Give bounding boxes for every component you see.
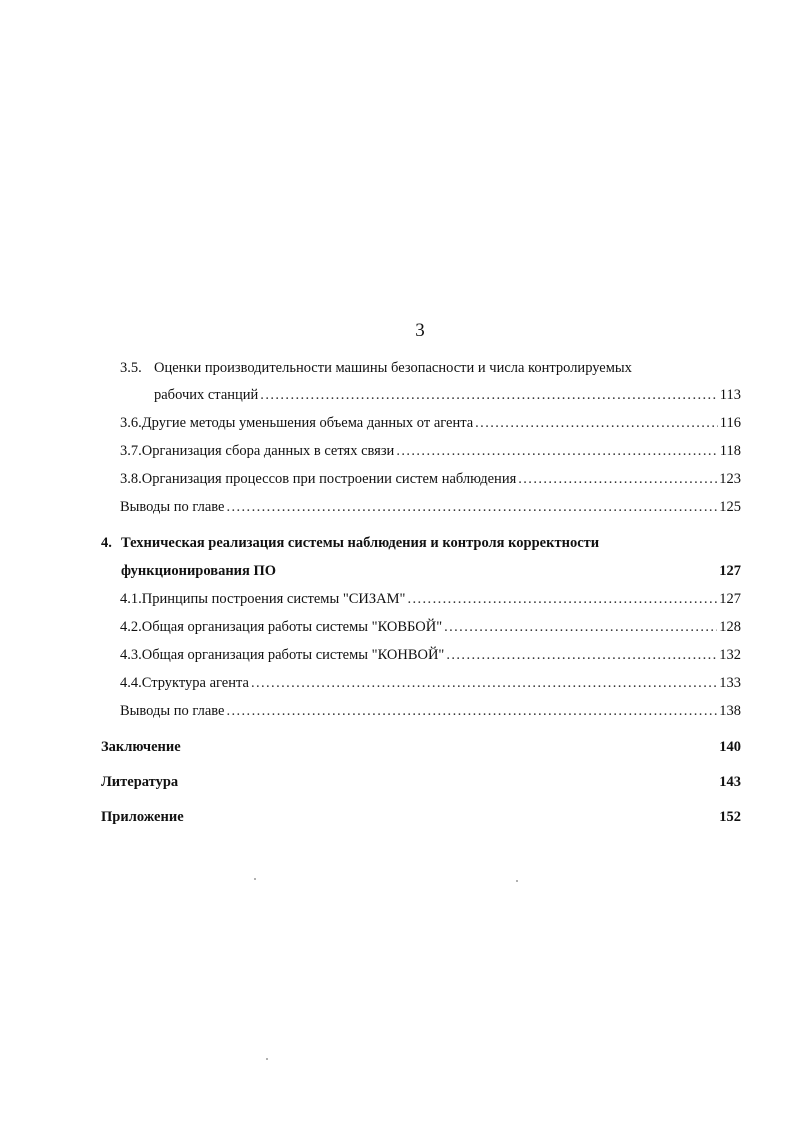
toc-entry-number: 3.5. — [120, 360, 142, 376]
toc-entry-title: Организация сбора данных в сетях связи — [141, 443, 395, 459]
toc-entry-page: 116 — [719, 415, 741, 431]
toc-entry-number: 4.2. — [120, 619, 142, 635]
toc-entry-number: 3.8. — [120, 471, 142, 487]
scan-speck — [266, 1058, 268, 1060]
chapter-title: Техническая реализация системы наблюдения и контроля корректности — [121, 535, 600, 551]
toc-entry-title: Выводы по главе — [120, 499, 225, 515]
toc-entry-title: Общая организация работы системы "КОВБОЙ" — [141, 619, 443, 635]
toc-entry-number: 3.6. — [120, 415, 142, 431]
scan-speck — [516, 880, 518, 882]
toc-entry-3-8[interactable] — [120, 469, 741, 489]
toc-entry-conclusion[interactable]: Заключение — [101, 739, 181, 755]
leader-dots — [444, 617, 717, 637]
toc-entry-title: Оценки производительности машины безопасности и числа контролируемых — [154, 360, 632, 376]
toc-entry-number: 3.7. — [120, 443, 142, 459]
toc-entry-title: рабочих станций — [154, 387, 259, 403]
toc-entry-conclusion-page: 140 — [719, 739, 741, 755]
chapter-4-heading-line2[interactable] — [121, 561, 276, 581]
toc-entry-4-3[interactable] — [120, 645, 741, 665]
toc-entry-title: Другие методы уменьшения объема данных от агента — [141, 415, 474, 431]
leader-dots — [226, 701, 717, 721]
chapter-4-heading-line1[interactable] — [101, 533, 599, 553]
leader-dots — [518, 469, 717, 489]
toc-entry-chapter4-conclusion[interactable] — [120, 701, 741, 721]
toc-entry-title: Общая организация работы системы "КОНВОЙ" — [141, 647, 445, 663]
toc-entry-number: 4.1. — [120, 591, 142, 607]
leader-dots — [251, 673, 717, 693]
toc-entry-page: 123 — [719, 471, 741, 487]
toc-entry-page: 128 — [719, 619, 741, 635]
leader-dots — [396, 441, 717, 461]
toc-entry-4-1[interactable] — [120, 589, 741, 609]
toc-entry-title: Структура агента — [141, 675, 249, 691]
leader-dots — [407, 589, 717, 609]
leader-dots — [226, 497, 717, 517]
toc-entry-4-4[interactable] — [120, 673, 741, 693]
toc-entry-page: 138 — [719, 703, 741, 719]
toc-entry-literature-page: 143 — [719, 774, 741, 790]
leader-dots — [446, 645, 717, 665]
toc-entry-4-2[interactable] — [120, 617, 741, 637]
toc-entry-3-5-line1[interactable] — [120, 358, 632, 378]
scan-speck — [254, 878, 256, 880]
toc-entry-page: 132 — [719, 647, 741, 663]
toc-entry-3-6[interactable] — [120, 413, 741, 433]
leader-dots — [260, 385, 717, 405]
toc-entry-page: 118 — [719, 443, 741, 459]
toc-entry-3-5-line2[interactable] — [154, 385, 741, 405]
toc-entry-page: 133 — [719, 675, 741, 691]
toc-entry-appendix-page: 152 — [719, 809, 741, 825]
toc-entry-title: Принципы построения системы "СИЗАМ" — [141, 591, 406, 607]
toc-entry-number: 4.3. — [120, 647, 142, 663]
toc-entry-appendix[interactable]: Приложение — [101, 809, 184, 825]
toc-entry-3-7[interactable] — [120, 441, 741, 461]
toc-entry-page: 125 — [719, 499, 741, 515]
toc-entry-title: Выводы по главе — [120, 703, 225, 719]
page-number: 3 — [415, 320, 425, 341]
chapter-number: 4. — [101, 535, 112, 551]
toc-entry-title: Организация процессов при построении систем наблюдения — [141, 471, 517, 487]
chapter-title: функционирования ПО — [121, 563, 277, 579]
toc-entry-page: 113 — [719, 387, 741, 403]
chapter-4-page: 127 — [719, 563, 741, 579]
toc-entry-chapter3-conclusion[interactable] — [120, 497, 741, 517]
toc-entry-number: 4.4. — [120, 675, 142, 691]
toc-entry-literature[interactable]: Литература — [101, 774, 179, 790]
toc-entry-page: 127 — [719, 591, 741, 607]
leader-dots — [475, 413, 718, 433]
